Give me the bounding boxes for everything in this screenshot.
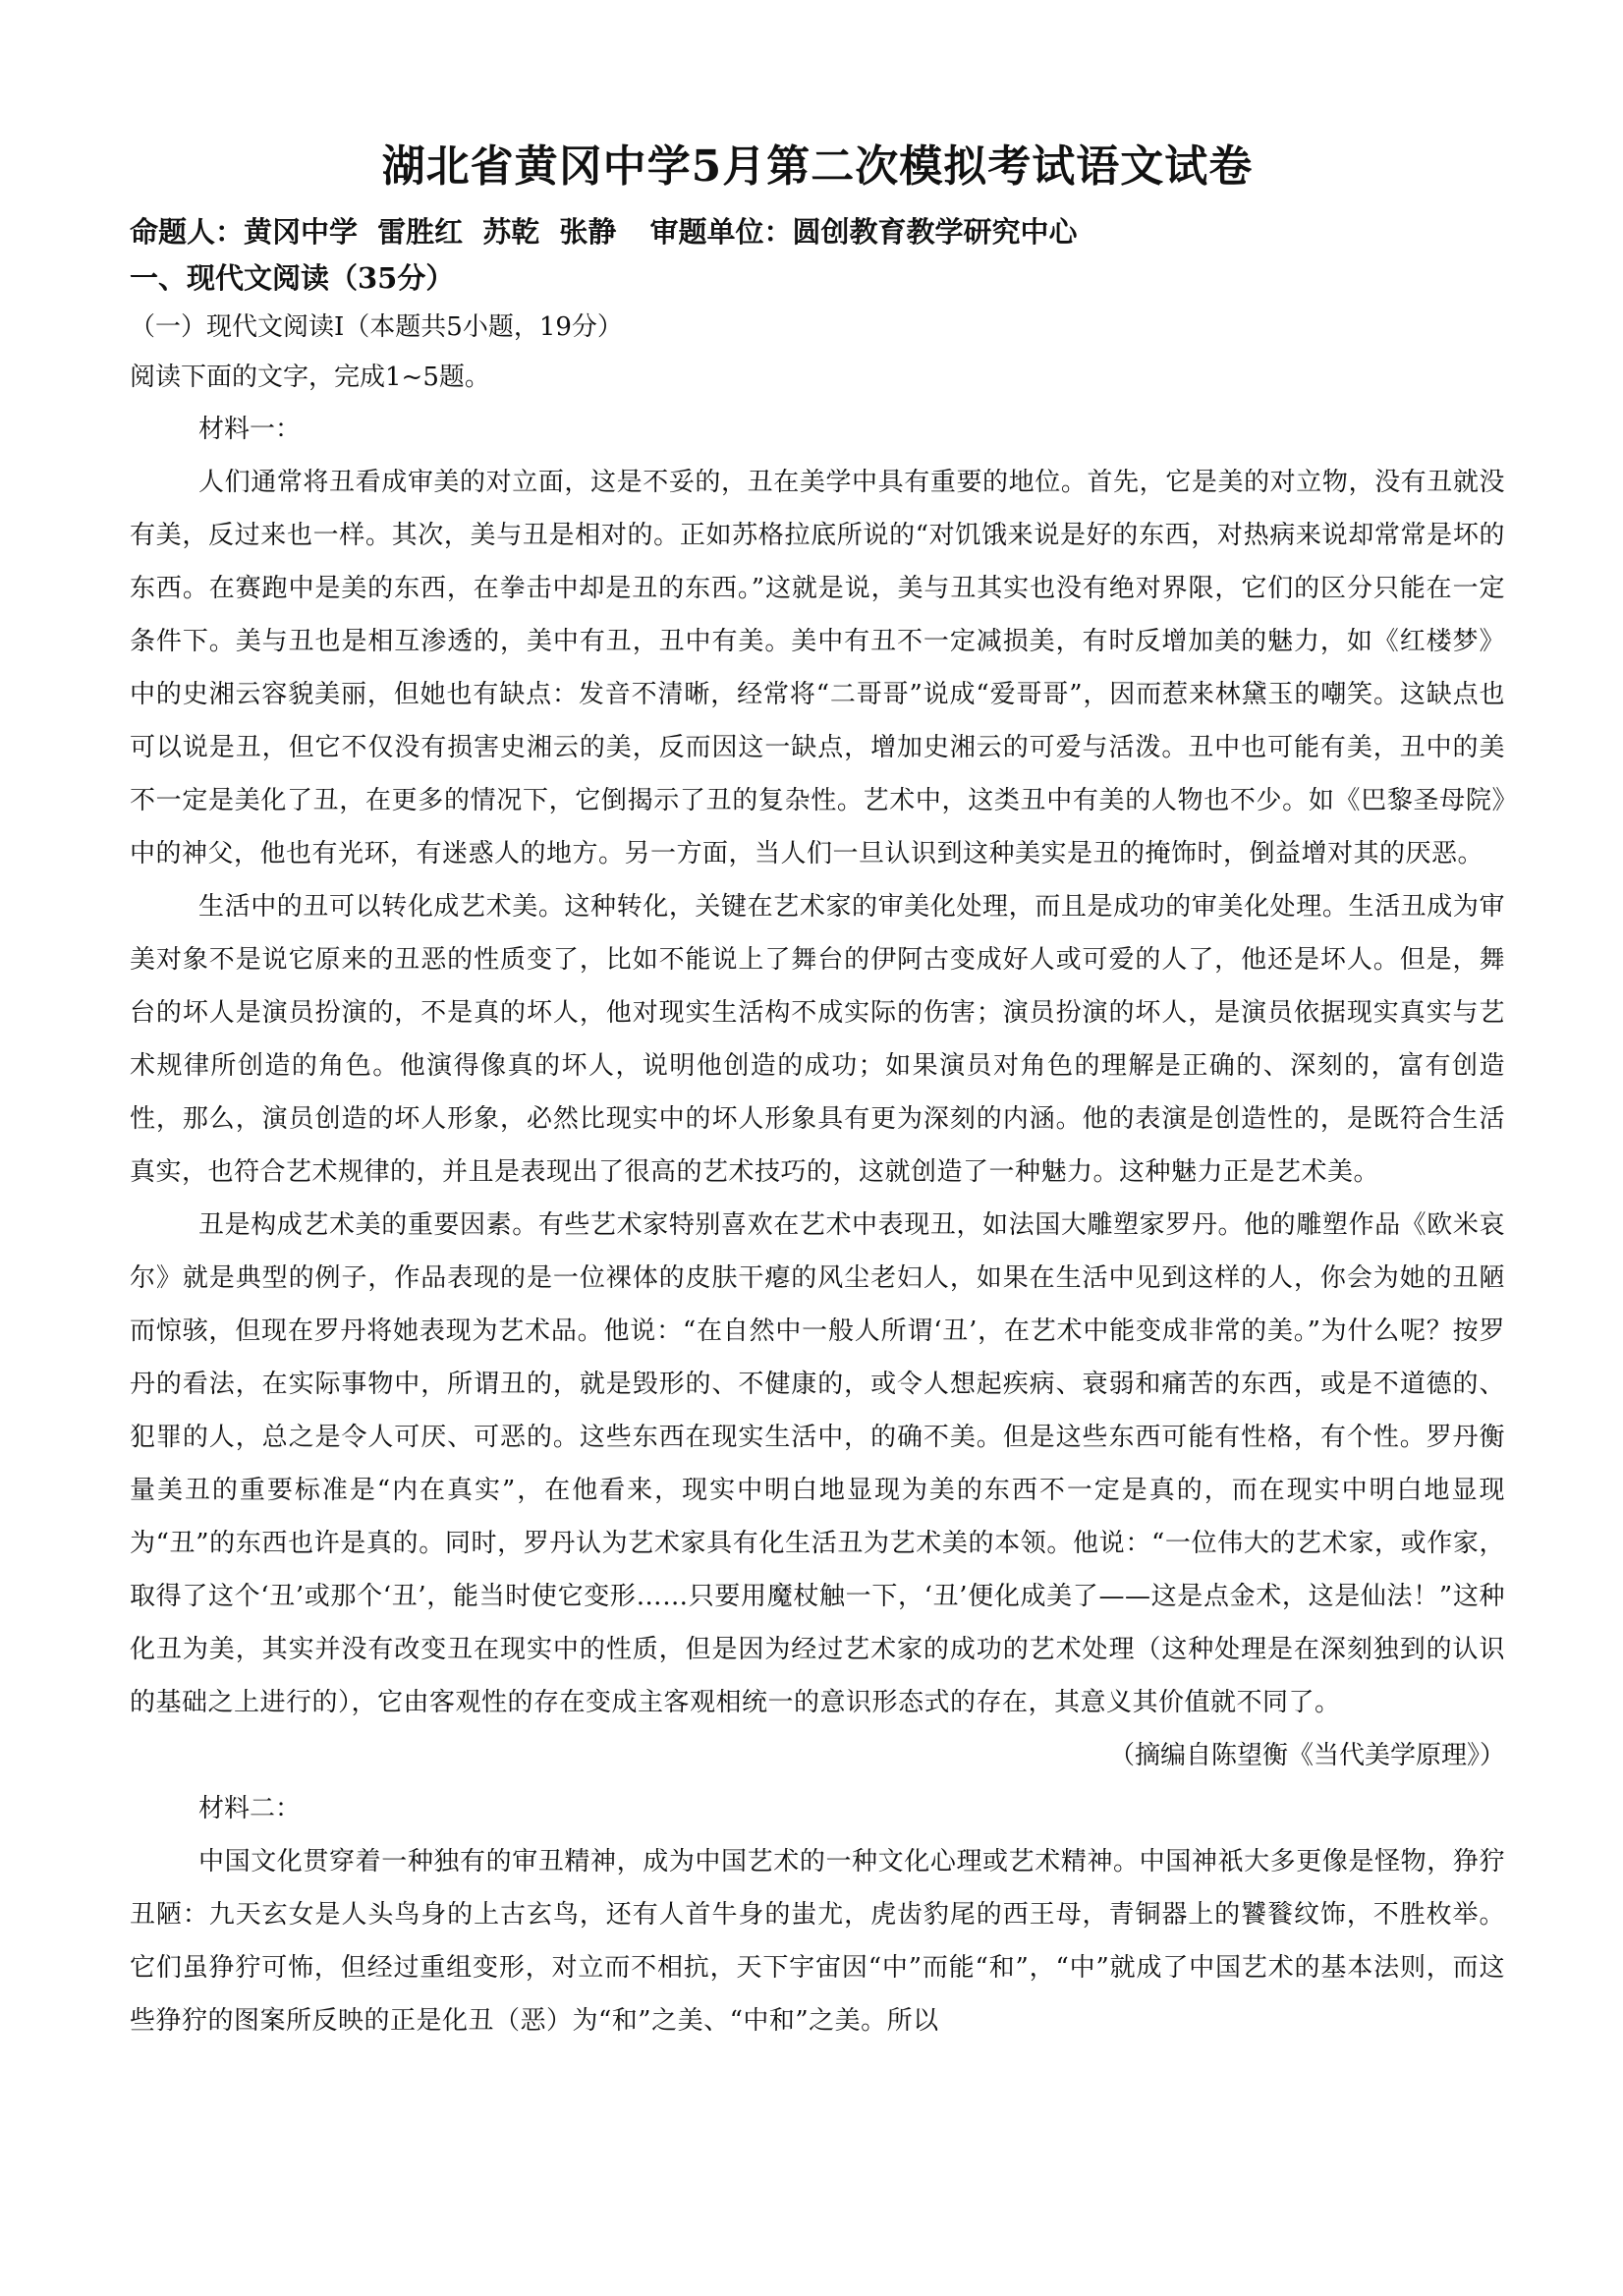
section-heading: 一、现代文阅读（35分） [130, 261, 455, 295]
exam-page [130, 138, 1505, 2047]
byline [130, 210, 1505, 253]
author-name: 张静 [559, 215, 617, 249]
material-paragraph: 中国文化贯穿着一种独有的审丑精神，成为中国艺术的一种文化心理或艺术精神。中国神祇大多更像是怪物，狰狞丑陋：九天玄女是人头鸟身的上古玄鸟，还有人首牛身的蚩尤，虎齿豹尾的西王母，青铜器上的饕餮纹饰，不胜枚举。它们虽狰狞可怖，但经过重组变形，对立而不相抗，天下宇宙因“中”而能“和”，“中”就成了中国艺术的基本法则，而这些狰狞的图案所反映的正是化丑（恶）为“和”之美、“中和”之美。所以 [130, 1847, 1505, 2036]
author-name: 苏乾 [482, 215, 540, 249]
reading-instruction: 阅读下面的文字，完成1~5题。 [130, 363, 490, 392]
material-paragraph: 人们通常将丑看成审美的对立面，这是不妥的，丑在美学中具有重要的地位。首先，它是美的对立物，没有丑就没有美，反过来也一样。其次，美与丑是相对的。正如苏格拉底所说的“对饥饿来说是好的东西，对热病来说却常常是坏的东西。在赛跑中是美的东西，在拳击中却是丑的东西。”这就是说，美与丑其实也没有绝对界限，它们的区分只能在一定条件下。美与丑也是相互渗透的，美中有丑，丑中有美。美中有丑不一定减损美，有时反增加美的魅力，如《红楼梦》中的史湘云容貌美丽，但她也有缺点：发音不清晰，经常将“二哥哥”说成“爱哥哥”，因而惹来林黛玉的嘲笑。这缺点也可以说是丑，但它不仅没有损害史湘云的美，反而因这一缺点，增加史湘云的可爱与活泼。丑中也可能有美，丑中的美不一定是美化了丑，在更多的情况下，它倒揭示了丑的复杂性。艺术中，这类丑中有美的人物也不少。如《巴黎圣母院》中的神父，他也有光环，有迷惑人的地方。另一方面，当人们一旦认识到这种美实是丑的掩饰时，倒益增对其的厌恶。 [130, 468, 1505, 868]
material-paragraph: 丑是构成艺术美的重要因素。有些艺术家特别喜欢在艺术中表现丑，如法国大雕塑家罗丹。他的雕塑作品《欧米哀尔》就是典型的例子，作品表现的是一位裸体的皮肤干瘪的风尘老妇人，如果在生活中见到这样的人，你会为她的丑陋而惊骇，但现在罗丹将她表现为艺术品。他说：“在自然中一般人所谓‘丑’，在艺术中能变成非常的美。”为什么呢？按罗丹的看法，在实际事物中，所谓丑的，就是毁形的、不健康的，或令人想起疾病、衰弱和痛苦的东西，或是不道德的、犯罪的人，总之是令人可厌、可恶的。这些东西在现实生活中，的确不美。但是这些东西可能有性格，有个性。罗丹衡量美丑的重要标准是“内在真实”，在他看来，现实中明白地显现为美的东西不一定是真的，而在现实中明白地显现为“丑”的东西也许是真的。同时，罗丹认为艺术家具有化生活丑为艺术美的本领。他说：“一位伟大的艺术家，或作家，取得了这个‘丑’或那个‘丑’，能当时使它变形……只要用魔杖触一下，‘丑’便化成美了——这是点金术，这是仙法！”这种化丑为美，其实并没有改变丑在现实中的性质，但是因为经过艺术家的成功的艺术处理（这种处理是在深刻独到的认识的基础之上进行的），它由客观性的存在变成主客观相统一的意识形态式的存在，其意义其价值就不同了。 [130, 1210, 1505, 1717]
author-name: 雷胜红 [377, 215, 464, 249]
material-label: 材料二： [198, 1794, 302, 1823]
sub-section-heading: （一）现代文阅读Ⅰ（本题共5小题，19分） [130, 312, 623, 342]
material-paragraph: 生活中的丑可以转化成艺术美。这种转化，关键在艺术家的审美化处理，而且是成功的审美化处理。生活丑成为审美对象不是说它原来的丑恶的性质变了，比如不能说上了舞台的伊阿古变成好人或可爱的人了，他还是坏人。但是，舞台的坏人是演员扮演的，不是真的坏人，他对现实生活构不成实际的伤害；演员扮演的坏人，是演员依据现实真实与艺术规律所创造的角色。他演得像真的坏人，说明他创造的成功；如果演员对角色的理解是正确的、深刻的，富有创造性，那么，演员创造的坏人形象，必然比现实中的坏人形象具有更为深刻的内涵。他的表演是创造性的，是既符合生活真实，也符合艺术规律的，并且是表现出了很高的艺术技巧的，这就创造了一种魅力。这种魅力正是艺术美。 [130, 892, 1505, 1187]
source-citation: （摘编自陈望衡《当代美学原理》） [1108, 1741, 1505, 1770]
review-unit-label: 审题单位：圆创教育教学研究中心 [649, 215, 1078, 249]
authors-label: 命题人：黄冈中学 [130, 215, 359, 249]
page-title: 湖北省黄冈中学5月第二次模拟考试语文试卷 [381, 141, 1254, 192]
material-label: 材料一： [198, 415, 302, 444]
